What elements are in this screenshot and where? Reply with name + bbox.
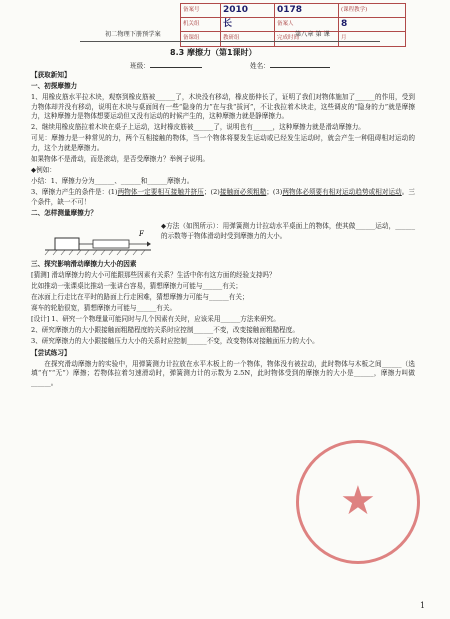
page-title: 8.3 摩擦力（第1课时）: [170, 48, 257, 57]
seal-star-icon: ★: [340, 478, 376, 524]
class-field: [130, 61, 202, 72]
condition-1: 两物体一定要相互接触并挤压: [117, 188, 204, 197]
spring-scale: [93, 240, 129, 248]
school-seal: [296, 440, 420, 564]
stamp-cell: 0178: [275, 4, 339, 17]
guess-example-3: 赛车的轮胎很宽，猜想摩擦力可能与______有关。: [31, 304, 177, 313]
subheading-1: 一、初探摩擦力: [31, 82, 78, 91]
page-number: 1: [420, 601, 426, 610]
class-blank: [150, 61, 202, 68]
stamp-cell: 长: [221, 18, 275, 31]
main-content: [31, 71, 415, 390]
guess-example-1: 比如推动一张课桌比推动一张讲台容易，猜想摩擦力可能与______有关；: [31, 282, 242, 291]
stamp-cell: 机关组: [181, 18, 221, 31]
stamp-cell: 备课组: [181, 32, 221, 46]
stamp-cell: 2010: [221, 4, 275, 17]
arrow-head: [147, 242, 151, 247]
paragraph-2: 2、继续用橡皮筋拉着木块在桌子上运动，这时橡皮筋被______了，说明也有______，这种摩擦力就是滑动摩擦力。: [31, 123, 365, 132]
header-left: 初二物理下册预学案: [105, 31, 161, 38]
conditions-end: 。三个条件，缺一不可！: [31, 188, 416, 206]
paragraph-3: 可见：摩擦力是一种常见的力，两个互相接触的物体，当一个物体将要发生运动或已经发生运动时，就会产生一种阻碍相对运动的力，这个力就是摩擦力。: [31, 134, 415, 152]
header-divider: [80, 41, 380, 42]
stamp-cell: 8: [341, 18, 348, 29]
conditions-sep-2: ；(3): [266, 188, 283, 197]
stamp-cell: 月: [341, 35, 347, 42]
paragraph-1: 1、用橡皮筋水平拉木块，观察到橡皮筋被______了，木块没有移动，橡皮筋伸长了，证明了我们对物体施加了______的作用，受到力物体却并没有移动，说明在木块与桌面间有一些“隐身的力”在与我“拔河”，不让我拉着木块走，这些调皮的“隐身的力”就是摩擦力，这种摩擦力是物体想要运动但又没有运动的时候产生的，这种摩擦力就是静摩擦力。: [31, 93, 415, 121]
header-right: 第八章 第 课: [295, 31, 330, 38]
practice-exercise: 在探究滑动摩擦力的实验中，用弹簧测力计拉放在水平木板上的一个物体，物体没有被拉动，此时物体与木板之间______（选填“有”“无”）摩擦；若物体拉着匀速滑动时，弹簧测力计的示数为 2.5N，此时物体受到的摩擦力的大小是______，摩擦力叫做______。: [31, 359, 415, 387]
summary-line: 小结：1、摩擦力分为______、______和______摩擦力。: [31, 176, 194, 185]
stamp-cell: 备案号: [181, 4, 221, 17]
table-hatching: [45, 250, 145, 255]
conditions-sep-1: ；(2): [203, 188, 220, 197]
stamp-cell: 完成时间: [275, 32, 339, 46]
name-field: [250, 61, 330, 72]
class-label: 班级：: [130, 62, 150, 70]
spring-scale-diagram: [43, 220, 153, 258]
conditions-intro: 3、摩擦力产生的条件是：(1): [31, 188, 118, 197]
practice-heading: 【尝试练习】: [31, 348, 71, 357]
guess-example-2: 在冰面上行走比在平时的路面上行走困难，猜想摩擦力可能与______有关；: [31, 293, 249, 302]
paragraph-4: 如果物体不是滑动，而是滚动，是否受摩擦力？举例子说明。: [31, 154, 210, 163]
design-3: 3、研究摩擦力的大小跟接触压力大小的关系时应控制______不变，改变物体对接触面压力的大小。: [31, 337, 319, 346]
design-2: 2、研究摩擦力的大小跟接触面粗糙程度的关系时应控制______不变，改变接触面粗糙程度。: [31, 326, 299, 335]
subheading-3: 三、探究影响滑动摩擦力大小的因素: [31, 260, 137, 269]
block: [55, 238, 79, 250]
subheading-2: 二、怎样测量摩擦力？: [31, 208, 97, 217]
stamp-cell: 教研组: [221, 32, 275, 46]
condition-3: 两物体必须要有相对运动趋势或相对运动: [282, 188, 402, 197]
name-label: 姓名：: [250, 62, 270, 70]
example-line: ◆例如：: [31, 165, 56, 174]
force-label: F: [139, 230, 144, 239]
measurement-section: [31, 220, 415, 258]
guess-line: [猜测] 滑动摩擦力的大小可能跟那些因素有关系？生活中你有这方面的经验支持吗？: [31, 271, 276, 280]
section-heading: 【获取新知】: [31, 71, 71, 79]
design-1: [设计] 1、研究一个物理量可能同时与几个因素有关时，应该采用______方法来研究。: [31, 315, 280, 324]
condition-2: 接触面必须粗糙: [219, 188, 267, 197]
method-text: ◆方法（如图所示）：用弹簧测力计拉动水平桌面上的物体，使其做______运动，______的示数等于物体滑动时受到摩擦力的大小。: [161, 222, 415, 240]
name-blank: [270, 61, 330, 68]
stamp-cell: (课程教学): [341, 6, 368, 13]
conditions-line: [31, 188, 415, 207]
stamp-cell: 备案人: [275, 18, 339, 31]
